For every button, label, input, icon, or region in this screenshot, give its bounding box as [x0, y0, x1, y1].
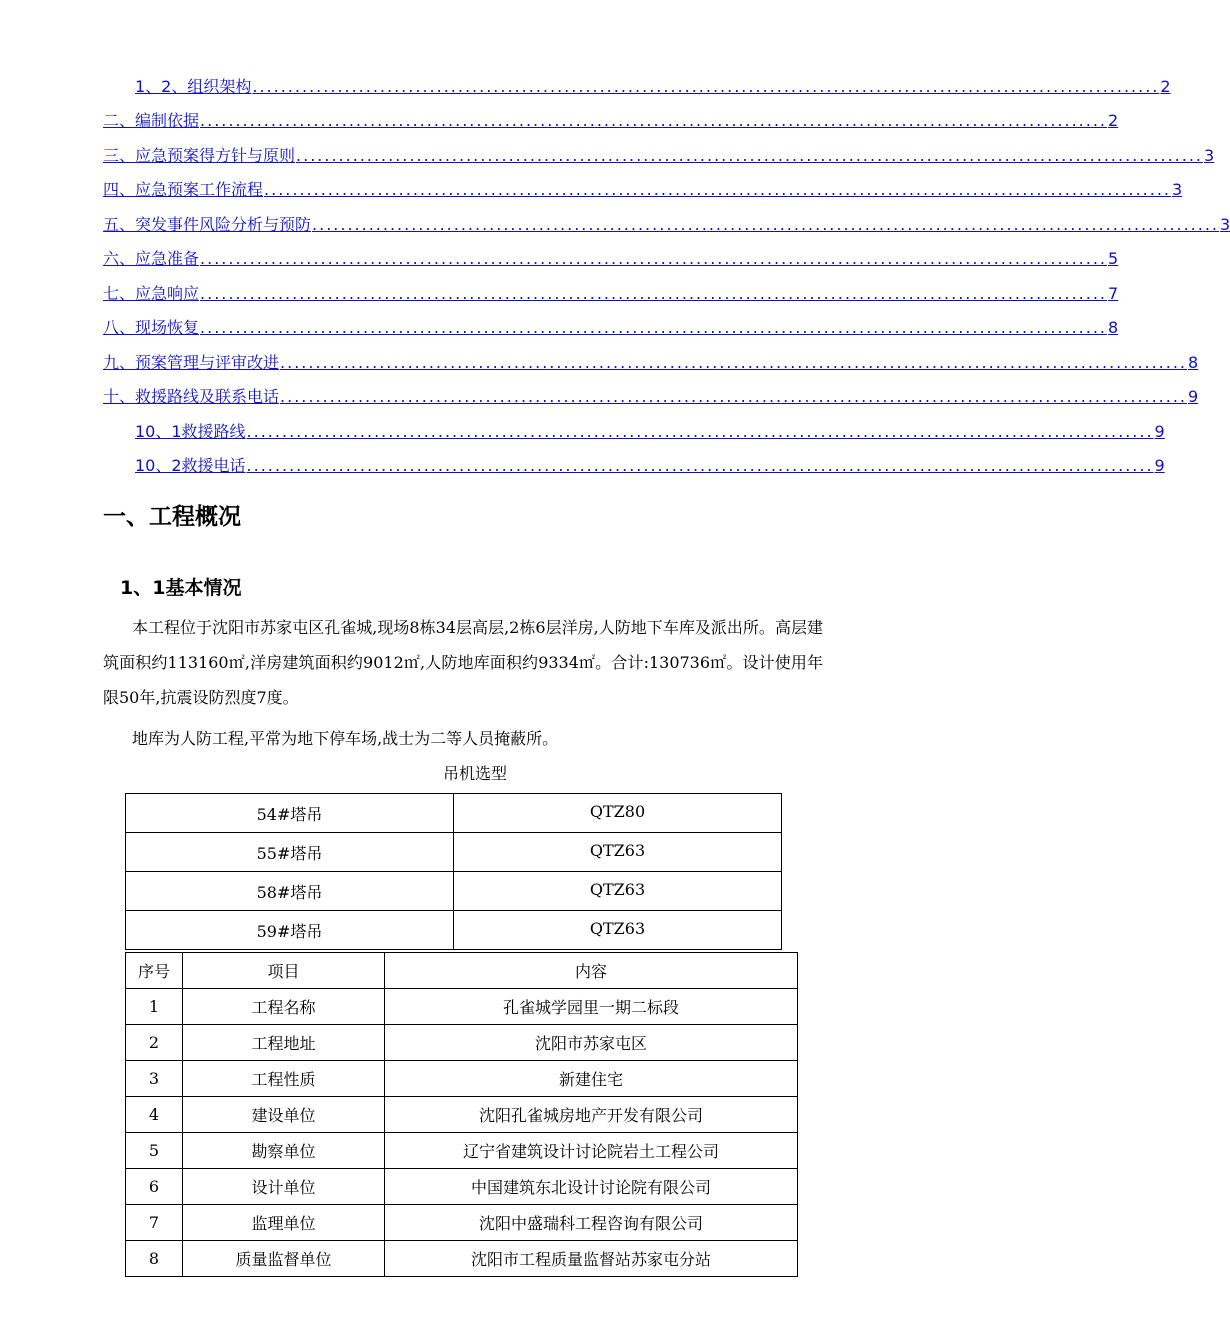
crane-model-cell: QTZ63 — [454, 872, 782, 911]
toc-entry[interactable] — [103, 283, 1119, 305]
content-cell: 辽宁省建筑设计讨论院岩土工程公司 — [385, 1133, 798, 1169]
crane-table-caption: 吊机选型 — [442, 764, 507, 783]
toc-entry-title: 10、1救援路线 — [135, 422, 246, 441]
toc-leader: ................................................................................................................................ — [200, 111, 1108, 130]
item-cell: 勘察单位 — [183, 1133, 385, 1169]
index-cell: 7 — [126, 1205, 183, 1241]
toc-entry[interactable] — [103, 110, 1119, 132]
toc-entry-title: 十、救援路线及联系电话 — [103, 387, 280, 406]
toc-entry-title: 1、2、组织架构 — [135, 77, 252, 96]
toc-entry-page: 2 — [1160, 77, 1171, 96]
section-heading: 一、工程概况 — [103, 504, 241, 530]
crane-model-cell: QTZ63 — [454, 911, 782, 950]
toc-entry-page: 2 — [1108, 111, 1119, 130]
toc-entry-title: 九、预案管理与评审改进 — [103, 353, 280, 372]
item-cell: 工程性质 — [183, 1061, 385, 1097]
index-cell: 1 — [126, 989, 183, 1025]
crane-name-cell: 55#塔吊 — [126, 833, 454, 872]
toc-entry-title: 八、现场恢复 — [103, 318, 200, 337]
toc-leader: ................................................................................................................................ — [252, 77, 1160, 96]
toc-entry-page: 5 — [1108, 249, 1119, 268]
toc-leader: ................................................................................................................................ — [200, 318, 1108, 337]
index-cell: 3 — [126, 1061, 183, 1097]
table-row — [126, 1097, 798, 1133]
header-cell-content: 内容 — [385, 953, 798, 989]
toc-entry[interactable] — [103, 179, 1183, 201]
toc-leader: ................................................................................................................................ — [296, 146, 1204, 165]
item-cell: 监理单位 — [183, 1205, 385, 1241]
content-cell: 中国建筑东北设计讨论院有限公司 — [385, 1169, 798, 1205]
body-paragraph: 本工程位于沈阳市苏家屯区孔雀城,现场8栋34层高层,2栋6层洋房,人防地下车库及派出所。高层建筑面积约113160㎡,洋房建筑面积约9012㎡,人防地库面积约9334㎡。合计:130736㎡。设计使用年限50年,抗震设防烈度7度。 — [103, 618, 823, 707]
table-row — [126, 794, 782, 833]
header-cell-index: 序号 — [126, 953, 183, 989]
toc-leader: ................................................................................................................................ — [280, 353, 1188, 372]
table-row — [126, 1169, 798, 1205]
header-cell-item: 项目 — [183, 953, 385, 989]
toc-leader: ................................................................................................................................ — [200, 249, 1108, 268]
toc-leader: ................................................................................................................................ — [246, 456, 1154, 475]
subsection-heading: 1、1基本情况 — [120, 577, 242, 599]
index-cell: 4 — [126, 1097, 183, 1133]
toc-entry-title: 五、突发事件风险分析与预防 — [103, 215, 312, 234]
crane-table — [125, 793, 782, 950]
toc-entry[interactable] — [103, 352, 1199, 374]
content-cell: 沈阳市工程质量监督站苏家屯分站 — [385, 1241, 798, 1277]
toc-entry-page: 3 — [1172, 180, 1183, 199]
toc-leader: ................................................................................................................................ — [280, 387, 1188, 406]
item-cell: 工程名称 — [183, 989, 385, 1025]
toc-leader: ................................................................................................................................ — [264, 180, 1172, 199]
crane-name-cell: 59#塔吊 — [126, 911, 454, 950]
item-cell: 工程地址 — [183, 1025, 385, 1061]
index-cell: 2 — [126, 1025, 183, 1061]
project-info-table — [125, 952, 798, 1277]
toc-entry-title: 七、应急响应 — [103, 284, 200, 303]
item-cell: 建设单位 — [183, 1097, 385, 1133]
table-row — [126, 1025, 798, 1061]
table-row — [126, 1205, 798, 1241]
toc-entry[interactable] — [103, 317, 1119, 339]
body-paragraph: 地库为人防工程,平常为地下停车场,战士为二等人员掩蔽所。 — [132, 729, 559, 748]
table-row — [126, 989, 798, 1025]
content-cell: 孔雀城学园里一期二标段 — [385, 989, 798, 1025]
crane-name-cell: 58#塔吊 — [126, 872, 454, 911]
crane-model-cell: QTZ63 — [454, 833, 782, 872]
table-header-row — [126, 953, 798, 989]
toc-entry[interactable] — [103, 214, 1230, 236]
toc-entry-page: 3 — [1220, 215, 1230, 234]
index-cell: 5 — [126, 1133, 183, 1169]
crane-name-cell: 54#塔吊 — [126, 794, 454, 833]
index-cell: 8 — [126, 1241, 183, 1277]
toc-leader: ................................................................................................................................ — [246, 422, 1154, 441]
toc-entry[interactable] — [103, 145, 1215, 167]
index-cell: 6 — [126, 1169, 183, 1205]
toc-entry-page: 7 — [1108, 284, 1119, 303]
toc-leader: ................................................................................................................................ — [200, 284, 1108, 303]
toc-entry-title: 六、应急准备 — [103, 249, 200, 268]
content-cell: 沈阳市苏家屯区 — [385, 1025, 798, 1061]
crane-model-cell: QTZ80 — [454, 794, 782, 833]
toc-entry-page: 9 — [1188, 387, 1199, 406]
table-row — [126, 872, 782, 911]
toc-entry[interactable] — [103, 386, 1199, 408]
table-row — [126, 1241, 798, 1277]
toc-entry-title: 三、应急预案得方针与原则 — [103, 146, 296, 165]
toc-entry-title: 四、应急预案工作流程 — [103, 180, 264, 199]
toc-entry-page: 8 — [1188, 353, 1199, 372]
toc-entry-page: 9 — [1154, 456, 1165, 475]
table-row — [126, 911, 782, 950]
table-row — [126, 833, 782, 872]
content-cell: 沈阳孔雀城房地产开发有限公司 — [385, 1097, 798, 1133]
item-cell: 设计单位 — [183, 1169, 385, 1205]
toc-entry[interactable] — [135, 76, 1171, 98]
toc-entry[interactable] — [135, 455, 1165, 477]
toc-entry-page: 9 — [1154, 422, 1165, 441]
toc-entry-page: 3 — [1204, 146, 1215, 165]
toc-entry[interactable] — [135, 421, 1165, 443]
toc-entry-page: 8 — [1108, 318, 1119, 337]
content-cell: 沈阳中盛瑞科工程咨询有限公司 — [385, 1205, 798, 1241]
toc-entry[interactable] — [103, 248, 1119, 270]
table-row — [126, 1133, 798, 1169]
toc-entry-title: 二、编制依据 — [103, 111, 200, 130]
table-row — [126, 1061, 798, 1097]
content-cell: 新建住宅 — [385, 1061, 798, 1097]
toc-leader: ................................................................................................................................ — [312, 215, 1220, 234]
toc-entry-title: 10、2救援电话 — [135, 456, 246, 475]
item-cell: 质量监督单位 — [183, 1241, 385, 1277]
